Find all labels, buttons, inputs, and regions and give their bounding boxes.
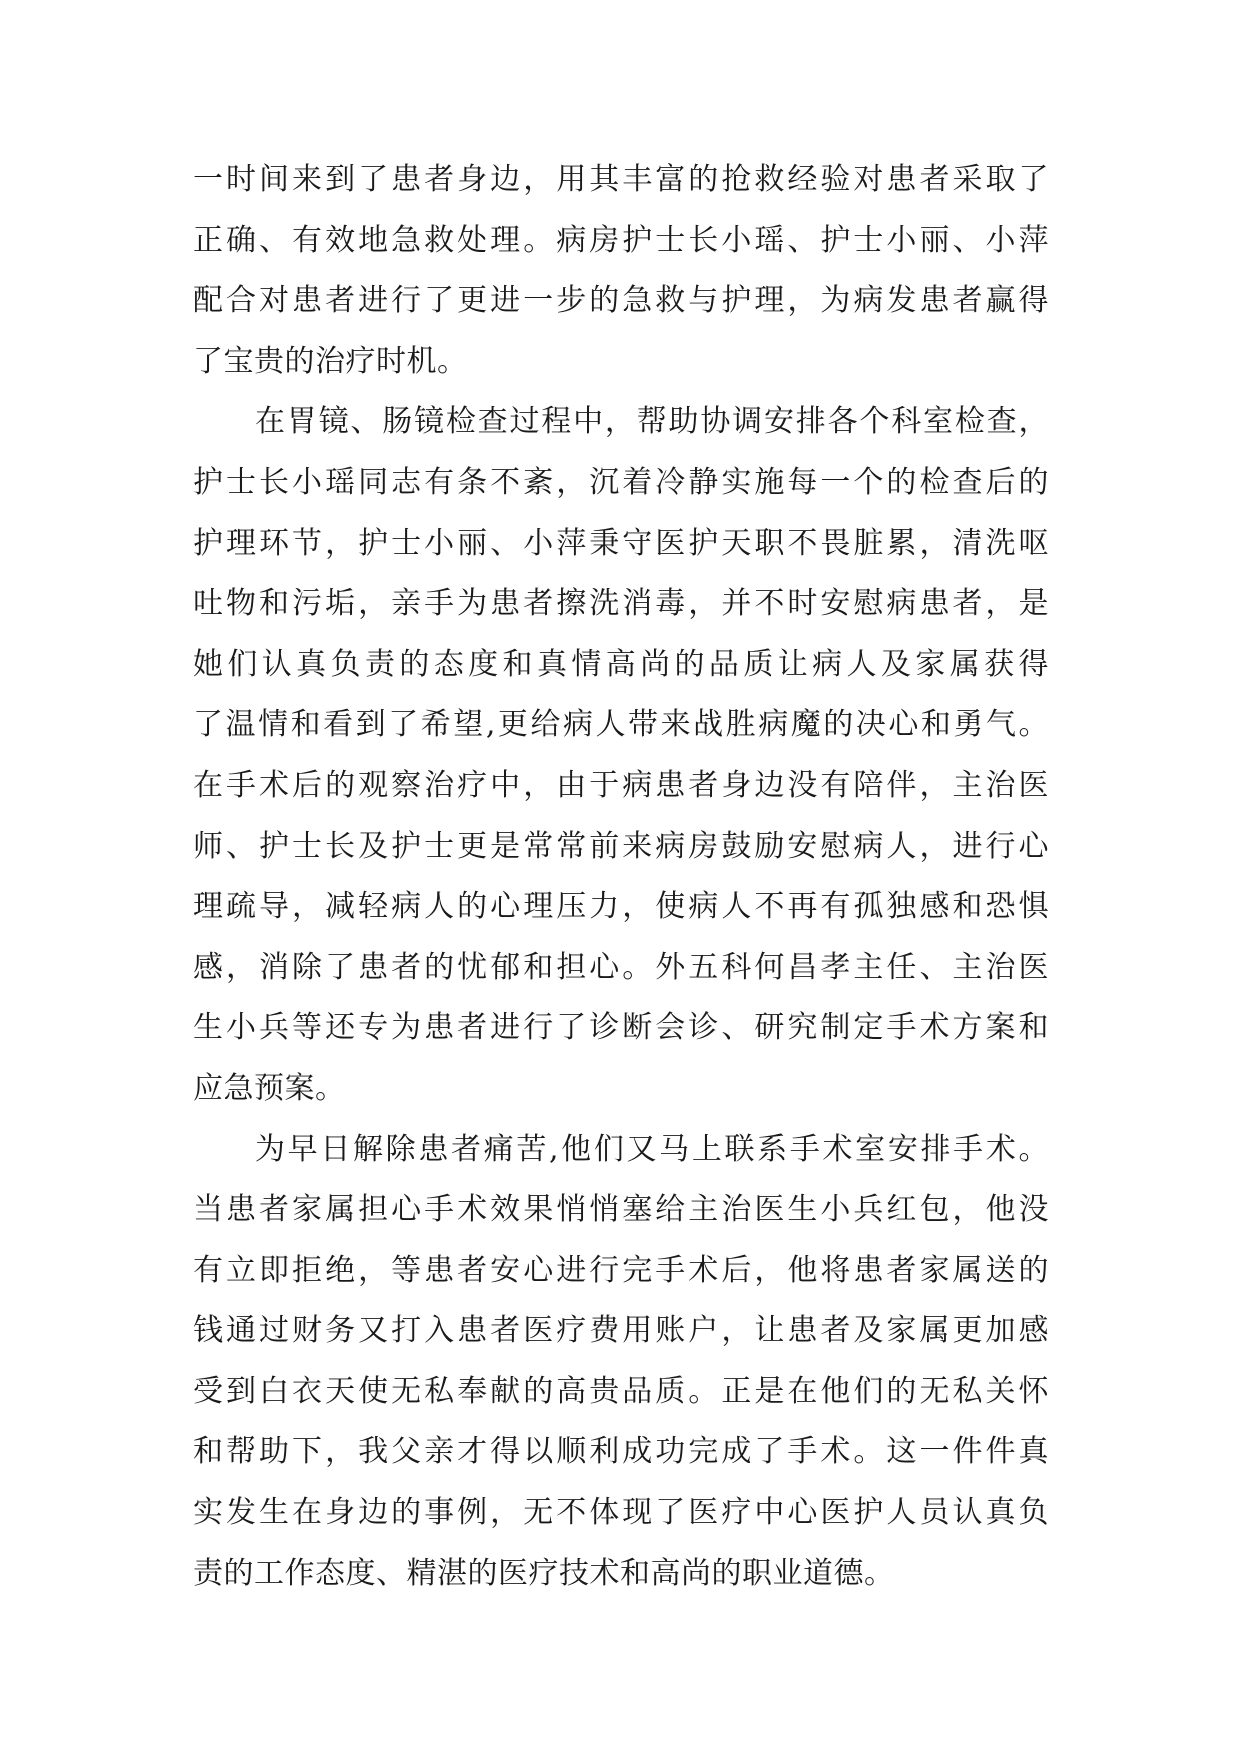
text-line: 一时间来到了患者身边，用其丰富的抢救经验对患者采取了: [193, 162, 1049, 197]
text-line: 当患者家属担心手术效果悄悄塞给主治医生小兵红包，他没: [193, 1192, 1049, 1228]
text-line: 有立即拒绝，等患者安心进行完手术后，他将患者家属送的: [193, 1252, 1049, 1288]
text-line: 在手术后的观察治疗中，由于病患者身边没有陪伴，主治医: [193, 767, 1049, 803]
text-line: 生小兵等还专为患者进行了诊断会诊、研究制定手术方案和: [193, 1010, 1049, 1046]
text-line: 受到白衣天使无私奉献的高贵品质。正是在他们的无私关怀: [193, 1373, 1049, 1409]
text-line: 和帮助下，我父亲才得以顺利成功完成了手术。这一件件真: [193, 1434, 1049, 1470]
text-line: 为早日解除患者痛苦,他们又马上联系手术室安排手术。: [255, 1131, 1049, 1167]
text-line: 她们认真负责的态度和真情高尚的品质让病人及家属获得: [193, 646, 1049, 682]
text-line: 实发生在身边的事例，无不体现了医疗中心医护人员认真负: [193, 1495, 1049, 1531]
text-line: 正确、有效地急救处理。病房护士长小瑶、护士小丽、小萍: [193, 222, 1049, 258]
text-line: 护士长小瑶同志有条不紊，沉着冷静实施每一个的检查后的: [193, 464, 1049, 500]
text-line: 钱通过财务又打入患者医疗费用账户，让患者及家属更加感: [193, 1313, 1049, 1349]
paragraph: [193, 392, 1049, 1119]
document-body: [193, 150, 1049, 1604]
text-line: 理疏导，减轻病人的心理压力，使病人不再有孤独感和恐惧: [193, 889, 1049, 925]
text-line: 吐物和污垢，亲手为患者擦洗消毒，并不时安慰病患者，是: [193, 586, 1049, 622]
paragraph: [193, 1120, 1049, 1605]
text-line: 感，消除了患者的忧郁和担心。外五科何昌孝主任、主治医: [193, 949, 1049, 985]
text-line: 应急预案。: [193, 1070, 346, 1106]
text-line: 护理环节，护士小丽、小萍秉守医护天职不畏脏累，清洗呕: [193, 525, 1049, 561]
text-line: 师、护士长及护士更是常常前来病房鼓励安慰病人，进行心: [193, 828, 1049, 864]
text-line: 了温情和看到了希望,更给病人带来战胜病魔的决心和勇气。: [193, 707, 1049, 743]
paragraph: [193, 150, 1049, 392]
text-line: 配合对患者进行了更进一步的急救与护理，为病发患者赢得: [193, 283, 1049, 319]
text-line: 责的工作态度、精湛的医疗技术和高尚的职业道德。: [193, 1555, 895, 1591]
text-line: 在胃镜、肠镜检查过程中，帮助协调安排各个科室检查，: [255, 404, 1049, 440]
text-line: 了宝贵的治疗时机。: [193, 343, 468, 379]
